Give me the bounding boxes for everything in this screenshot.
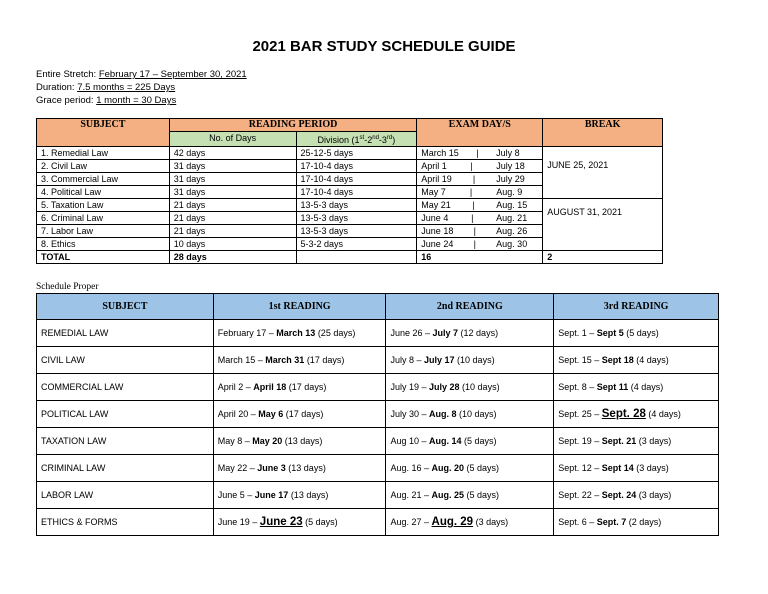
reading-cell [554,320,719,347]
reading-start: February 17 – [217,328,277,338]
page-title: 2021 BAR STUDY SCHEDULE GUIDE [252,38,516,55]
reading-duration: (2 days) [626,517,662,527]
reading-period-header: READING PERIOD [169,119,417,132]
reading-period-table [36,118,663,264]
exam-second: Aug. 9 [496,187,523,197]
exam-separator: | [476,148,479,158]
reading-start: Sept. 1 – [558,328,597,338]
table-row [37,374,719,401]
exam-first: June 4 [421,213,449,223]
grace-label: Grace period: [36,95,97,106]
reading-start: Sept. 15 – [558,355,602,365]
reading-start: Aug. 16 – [390,463,432,473]
reading-cell [386,482,554,509]
reading-start: June 5 – [217,490,255,500]
subject-cell: TAXATION LAW [37,428,214,455]
total-division [296,251,417,264]
column-header: SUBJECT [37,294,214,320]
column-header [213,294,386,320]
reading-end: July 17 [424,355,455,365]
days-cell: 21 days [169,225,296,238]
exam-separator: | [469,187,473,197]
exam-separator: | [470,161,473,171]
exam-cell [417,212,543,225]
reading-cell [554,509,719,536]
reading-start: July 30 – [390,409,430,419]
reading-start: June 26 – [390,328,433,338]
reading-cell [386,428,554,455]
break-date: JUNE 25, 2021 [547,160,609,170]
reading-start: May 22 – [217,463,258,473]
exam-dates [421,186,538,198]
reading-duration: (12 days) [458,328,499,338]
reading-duration: (3 days) [636,436,672,446]
reading-cell [554,401,719,428]
reading-cell [386,347,554,374]
exam-dates [421,147,538,159]
reading-start: July 19 – [390,382,430,392]
ordinal-suffix: st [359,135,365,141]
exam-dates [421,160,538,172]
break-cell [543,147,663,199]
reading-start: April 20 – [217,409,259,419]
total-label: TOTAL [37,251,170,264]
reading-end: March 31 [265,355,305,365]
reading-end: Sept. 21 [601,436,637,446]
exam-separator: | [472,174,476,184]
exam-second: Aug. 15 [496,200,528,210]
table-row [37,320,719,347]
reading-start: Sept. 12 – [558,463,602,473]
duration-line [36,81,175,94]
exam-first: May 7 [421,187,446,197]
total-exam: 16 [417,251,543,264]
exam-second: Aug. 21 [496,213,528,223]
no-of-days-header: No. of Days [169,132,296,147]
subject-cell: 3. Commercial Law [37,173,170,186]
schedule-proper-label: Schedule Proper [36,282,99,292]
reading-duration: (17 days) [304,355,345,365]
reading-end: July 28 [429,382,460,392]
subject-cell: ETHICS & FORMS [37,509,214,536]
total-days: 28 days [169,251,296,264]
reading-cell [386,320,554,347]
reading-duration: (10 days) [454,355,495,365]
exam-first: May 21 [421,200,451,210]
total-row [37,251,663,264]
division-header: Division (1st-2nd-3rd) [296,132,417,147]
table-row [37,455,719,482]
reading-cell [554,455,719,482]
reading-duration: (13 days) [285,463,326,473]
break-date: AUGUST 31, 2021 [547,207,623,217]
reading-end: Sept 5 [596,328,624,338]
reading-duration: (5 days) [302,517,338,527]
reading-end: Aug. 20 [431,463,465,473]
reading-end: June 23 [259,516,303,528]
duration-label: Duration: [36,82,78,93]
division-cell: 17-10-4 days [296,160,417,173]
reading-end: Aug. 25 [431,490,465,500]
exam-cell [417,225,543,238]
exam-cell [417,199,543,212]
reading-duration: (25 days) [315,328,356,338]
subject-cell: 6. Criminal Law [37,212,170,225]
reading-cell [386,455,554,482]
table-row [37,509,719,536]
reading-cell [213,455,386,482]
subject-header: SUBJECT [37,119,170,147]
reading-start: July 8 – [390,355,425,365]
days-cell: 31 days [169,186,296,199]
exam-cell [417,186,543,199]
reading-duration: (4 days) [628,382,664,392]
table-row [37,147,663,160]
division-cell: 13-5-3 days [296,225,417,238]
division-cell: 5-3-2 days [296,238,417,251]
reading-end: March 13 [276,328,316,338]
reading-cell [554,428,719,455]
exam-cell [417,147,543,160]
division-cell: 25-12-5 days [296,147,417,160]
subject-cell: LABOR LAW [37,482,214,509]
reading-duration: (5 days) [464,463,500,473]
reading-start: Aug 10 – [390,436,430,446]
reading-duration: (5 days) [623,328,659,338]
exam-dates [421,212,538,224]
ordinal-suffix: nd [372,135,379,141]
subject-cell: POLITICAL LAW [37,401,214,428]
exam-first: April 1 [421,161,447,171]
days-cell: 10 days [169,238,296,251]
reading-duration: (3 days) [633,463,669,473]
subject-cell: 4. Political Law [37,186,170,199]
reading-start: Aug. 21 – [390,490,432,500]
grace-value: 1 month = 30 Days [96,95,177,106]
subject-cell: 8. Ethics [37,238,170,251]
reading-end: Sept. 28 [601,408,646,420]
reading-end: Sept 18 [601,355,634,365]
reading-duration: (13 days) [288,490,329,500]
reading-start: May 8 – [217,436,253,446]
reading-end: Aug. 29 [431,516,474,528]
reading-duration: (3 days) [636,490,672,500]
reading-start: April 2 – [217,382,254,392]
exam-cell [417,238,543,251]
stretch-label: Entire Stretch: [36,69,99,80]
reading-duration: (4 days) [633,355,669,365]
reading-duration: (5 days) [461,436,497,446]
reading-cell [213,374,386,401]
days-cell: 31 days [169,173,296,186]
reading-cell [213,428,386,455]
reading-cell [213,347,386,374]
division-cell: 17-10-4 days [296,186,417,199]
exam-second: July 29 [496,174,525,184]
days-cell: 42 days [169,147,296,160]
column-header-text: 2nd READING [436,301,503,312]
reading-duration: (13 days) [282,436,323,446]
days-cell: 21 days [169,199,296,212]
reading-end: June 17 [254,490,289,500]
subject-cell: 1. Remedial Law [37,147,170,160]
stretch-value: February 17 – September 30, 2021 [98,69,247,80]
reading-end: April 18 [253,382,287,392]
exam-cell [417,160,543,173]
reading-duration: (4 days) [645,409,681,419]
reading-cell [213,401,386,428]
subject-cell: COMMERCIAL LAW [37,374,214,401]
exam-first: April 19 [421,174,452,184]
reading-end: Aug. 8 [429,409,457,419]
reading-cell [386,374,554,401]
ordinal-suffix: rd [386,135,393,141]
reading-duration: (17 days) [283,409,324,419]
column-header-text: 1st READING [268,301,331,312]
reading-end: Sept 14 [601,463,634,473]
reading-end: May 6 [258,409,284,419]
reading-start: Aug. 27 – [390,517,432,527]
reading-cell [386,401,554,428]
table-row [37,428,719,455]
division-cell: 17-10-4 days [296,173,417,186]
exam-dates [421,173,538,185]
duration-value: 7.5 months = 225 Days [77,82,176,93]
subject-cell: 7. Labor Law [37,225,170,238]
reading-cell [386,509,554,536]
reading-cell [213,509,386,536]
reading-duration: (3 days) [473,517,509,527]
days-cell: 21 days [169,212,296,225]
reading-cell [554,482,719,509]
exam-second: Aug. 30 [496,239,528,249]
reading-cell [554,347,719,374]
reading-start: March 15 – [217,355,266,365]
exam-first: June 24 [421,239,454,249]
exam-second: July 18 [496,161,525,171]
column-header [386,294,554,320]
days-cell: 31 days [169,160,296,173]
reading-start: Sept. 6 – [558,517,597,527]
column-header-text: 3rd READING [603,301,669,312]
reading-start: June 19 – [217,517,260,527]
table-row [37,401,719,428]
division-cell: 13-5-3 days [296,212,417,225]
table-row [37,482,719,509]
subject-cell: 5. Taxation Law [37,199,170,212]
exam-cell [417,173,543,186]
column-header [554,294,719,320]
reading-end: Sept. 7 [596,517,627,527]
table-row [37,199,663,212]
exam-dates [421,199,538,211]
exam-first: June 18 [421,226,454,236]
subject-cell: REMEDIAL LAW [37,320,214,347]
break-header: BREAK [543,119,663,147]
exam-first: March 15 [421,148,459,158]
reading-end: June 3 [257,463,286,473]
reading-start: Sept. 19 – [558,436,602,446]
exam-separator: | [473,239,476,249]
exam-days-header: EXAM DAY/S [417,119,543,147]
exam-dates [421,238,538,250]
exam-separator: | [472,200,475,210]
reading-cell [213,320,386,347]
reading-duration: (10 days) [459,382,500,392]
subject-cell: CRIMINAL LAW [37,455,214,482]
reading-duration: (17 days) [286,382,327,392]
exam-separator: | [473,226,476,236]
reading-start: Sept. 25 – [558,409,602,419]
reading-duration: (10 days) [456,409,497,419]
reading-end: Sept. 24 [601,490,637,500]
reading-cell [213,482,386,509]
schedule-proper-table [36,293,719,536]
reading-cell [554,374,719,401]
reading-start: Sept. 22 – [558,490,602,500]
stretch-line [36,68,247,81]
reading-end: July 7 [432,328,459,338]
table-row [37,347,719,374]
reading-end: Aug. 14 [429,436,462,446]
division-cell: 13-5-3 days [296,199,417,212]
break-cell [543,199,663,251]
reading-end: Sept 11 [596,382,629,392]
exam-separator: | [471,213,474,223]
total-break: 2 [543,251,663,264]
reading-end: May 20 [252,436,283,446]
grace-line [36,94,176,107]
exam-second: July 8 [496,148,520,158]
subject-cell: 2. Civil Law [37,160,170,173]
reading-start: Sept. 8 – [558,382,597,392]
subject-cell: CIVIL LAW [37,347,214,374]
exam-dates [421,225,538,237]
reading-duration: (5 days) [464,490,500,500]
exam-second: Aug. 26 [496,226,528,236]
